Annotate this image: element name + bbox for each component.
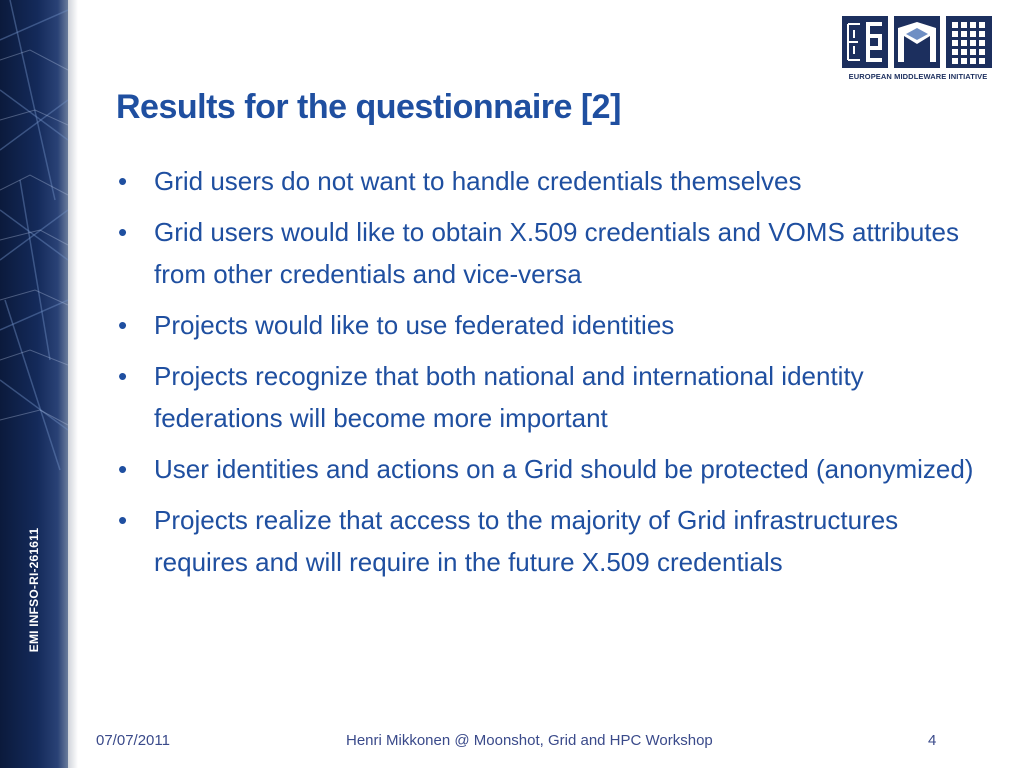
bullet-dot-icon: • xyxy=(118,310,128,340)
bullet-text: Projects recognize that both national and international identity federations will become more important xyxy=(154,361,864,433)
footer-date: 07/07/2011 xyxy=(96,732,170,749)
bullet-item xyxy=(118,499,998,583)
bullet-text: User identities and actions on a Grid should be protected (anonymized) xyxy=(154,454,974,484)
bullet-item xyxy=(118,304,998,346)
footer-presenter: Henri Mikkonen @ Moonshot, Grid and HPC Workshop xyxy=(346,732,713,749)
slide-title: Results for the questionnaire [2] xyxy=(116,88,621,126)
bullet-item xyxy=(118,160,998,202)
bullet-dot-icon: • xyxy=(118,454,128,484)
stripe-pattern xyxy=(0,0,68,768)
side-stripe xyxy=(0,0,68,768)
bullet-list xyxy=(118,160,998,592)
logo-caption: EUROPEAN MIDDLEWARE INITIATIVE xyxy=(848,72,988,81)
bullet-text: Projects realize that access to the majority of Grid infrastructures requires and will require in the future X.509 credentials xyxy=(154,505,899,577)
bullet-item xyxy=(118,448,998,490)
bullet-dot-icon: • xyxy=(118,505,128,535)
bullet-dot-icon: • xyxy=(118,361,128,391)
page-number: 4 xyxy=(928,732,937,749)
bullet-dot-icon: • xyxy=(118,166,128,196)
bullet-text: Projects would like to use federated identities xyxy=(154,310,675,340)
side-shadow xyxy=(68,0,78,768)
bullet-text: Grid users would like to obtain X.509 credentials and VOMS attributes from other credentials and vice-versa xyxy=(154,217,959,289)
sidebar-label: EMI INFSO-RI-261611 xyxy=(27,527,41,653)
bullet-dot-icon: • xyxy=(118,217,128,247)
bullet-text: Grid users do not want to handle credentials themselves xyxy=(154,166,802,196)
bullet-item xyxy=(118,355,998,439)
bullet-item xyxy=(118,211,998,295)
